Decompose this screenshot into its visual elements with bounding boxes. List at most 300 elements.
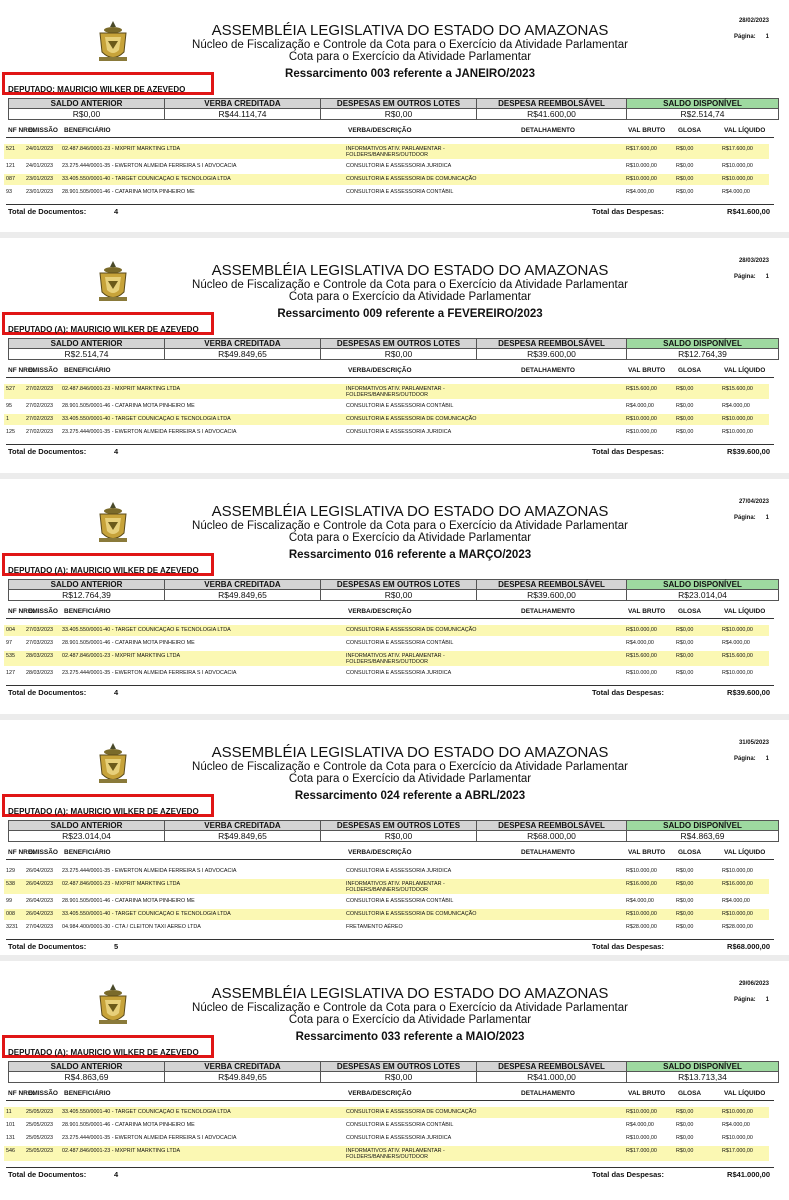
nf-number: 546 <box>6 1148 15 1154</box>
column-header-verba: VERBA/DESCRIÇÃO <box>348 367 412 374</box>
nf-number: 99 <box>6 898 12 904</box>
emission-date: 23/01/2023 <box>26 189 53 195</box>
net-value: R$16.000,00 <box>722 881 753 887</box>
emission-date: 26/04/2023 <box>26 911 53 917</box>
total-documents-value: 5 <box>114 942 119 951</box>
gross-value: R$10.000,00 <box>626 670 657 676</box>
summary-value: R$2.514,74 <box>9 349 165 360</box>
total-documents-label: Total de Documentos: <box>8 207 87 216</box>
table-row <box>4 866 769 877</box>
page-label: Página: <box>733 997 756 1003</box>
table-row <box>4 922 769 933</box>
page-number <box>734 274 769 280</box>
gross-value: R$16.000,00 <box>626 881 657 887</box>
emission-date: 28/03/2023 <box>26 670 53 676</box>
beneficiary: 28.901.505/0001-46 - CATARINA MOTA PINHEIRO ME <box>62 189 195 195</box>
summary-header: DESPESA REEMBOLSÁVEL <box>477 821 627 831</box>
deputado-name-highlight: DEPUTADO (A): MAURICIO WILKER DE AZEVEDO <box>2 1035 214 1058</box>
column-header-nf: NF NRO. <box>8 849 35 856</box>
verba-description: CONSULTORIA E ASSESSORIA DE COMUNICAÇÃO <box>346 911 477 917</box>
summary-header: DESPESAS EM OUTROS LOTES <box>321 99 477 109</box>
beneficiary: 28.901.505/0001-46 - CATARINA MOTA PINHEIRO ME <box>62 403 195 409</box>
report-totals <box>6 204 774 215</box>
emission-date: 25/05/2023 <box>26 1135 53 1141</box>
table-row <box>4 1120 769 1131</box>
emission-date: 27/04/2023 <box>26 924 53 930</box>
total-expenses-label: Total das Despesas: <box>592 688 664 697</box>
beneficiary: 04.984.400/0001-30 - CTA / CLEITON TAXI AEREO LTDA <box>62 924 201 930</box>
gross-value: R$4.000,00 <box>626 1122 654 1128</box>
emission-date: 27/02/2023 <box>26 429 53 435</box>
gross-value: R$10.000,00 <box>626 1135 657 1141</box>
column-header-glosa: GLOSA <box>678 1090 702 1097</box>
gross-value: R$10.000,00 <box>626 416 657 422</box>
gross-value: R$10.000,00 <box>626 1109 657 1115</box>
gross-value: R$28.000,00 <box>626 924 657 930</box>
verba-description: CONSULTORIA E ASSESSORIA DE COMUNICAÇÃO <box>346 627 477 633</box>
ressarcimento-title: Ressarcimento 024 referente a ABRL/2023 <box>294 790 526 802</box>
summary-table <box>8 98 779 120</box>
net-value: R$15.600,00 <box>722 386 753 392</box>
gross-value: R$17.000,00 <box>626 1148 657 1154</box>
gross-value: R$10.000,00 <box>626 429 657 435</box>
nf-number: 95 <box>6 403 12 409</box>
summary-header: VERBA CREDITADA <box>165 821 321 831</box>
summary-header: SALDO DISPONÍVEL <box>627 99 779 109</box>
summary-value: R$41.000,00 <box>477 1072 627 1083</box>
table-row <box>4 896 769 907</box>
summary-value: R$49.849,65 <box>165 1072 321 1083</box>
subtitle-line-1: Núcleo de Fiscalização e Controle da Cota para o Exercício da Atividade Parlamentar <box>192 39 628 51</box>
summary-value: R$12.764,39 <box>9 590 165 601</box>
net-value: R$10.000,00 <box>722 1135 753 1141</box>
emission-date: 27/02/2023 <box>26 403 53 409</box>
summary-header: DESPESAS EM OUTROS LOTES <box>321 339 477 349</box>
verba-description-line2: FOLDERS/BANNERS/OUTDOOR <box>346 152 429 158</box>
column-header-glosa: GLOSA <box>678 367 702 374</box>
table-row <box>4 909 769 920</box>
verba-description: CONSULTORIA E ASSESSORIA JURIDICA <box>346 429 452 435</box>
page-number <box>734 756 769 762</box>
verba-description: CONSULTORIA E ASSESSORIA CONTÁBIL <box>346 1122 454 1128</box>
summary-value: R$4.863,69 <box>627 831 779 842</box>
glosa-value: R$0,00 <box>676 1109 694 1115</box>
summary-header: DESPESA REEMBOLSÁVEL <box>477 339 627 349</box>
expense-report <box>0 0 789 232</box>
beneficiary: 02.487.846/0001-23 - MXPRIT MARKTING LTDA <box>62 653 181 659</box>
ale-am-crest-icon <box>96 983 130 1027</box>
report-date: 27/04/2023 <box>738 499 769 505</box>
column-header-verba: VERBA/DESCRIÇÃO <box>348 849 412 856</box>
subtitle-line-2: Cota para o Exercício da Atividade Parlamentar <box>288 773 532 785</box>
glosa-value: R$0,00 <box>676 881 694 887</box>
page-number <box>734 34 769 40</box>
summary-value: R$0,00 <box>321 590 477 601</box>
total-expenses-value: R$68.000,00 <box>727 942 770 951</box>
page-value: 1 <box>765 997 769 1003</box>
emission-date: 24/01/2023 <box>26 146 53 152</box>
table-row <box>4 638 769 649</box>
summary-header: SALDO ANTERIOR <box>9 1062 165 1072</box>
report-totals <box>6 685 774 696</box>
summary-header: VERBA CREDITADA <box>165 99 321 109</box>
column-header-verba: VERBA/DESCRIÇÃO <box>348 1090 412 1097</box>
verba-description: INFORMATIVOS ATIV. PARLAMENTAR - <box>346 146 445 152</box>
beneficiary: 02.487.846/0001-23 - MXPRIT MARKTING LTDA <box>62 386 181 392</box>
nf-number: 125 <box>6 429 15 435</box>
nf-number: 538 <box>6 881 15 887</box>
verba-description: CONSULTORIA E ASSESSORIA JURIDICA <box>346 163 452 169</box>
column-header-bruto: VAL BRUTO <box>628 1090 666 1097</box>
verba-description: CONSULTORIA E ASSESSORIA CONTÁBIL <box>346 640 454 646</box>
summary-value: R$0,00 <box>9 109 165 120</box>
report-header <box>150 22 670 80</box>
total-documents-label: Total de Documentos: <box>8 447 87 456</box>
column-header-liquido: VAL LÍQUIDO <box>724 367 766 374</box>
beneficiary: 23.275.444/0001-35 - EWERTON ALMEIDA FERREIRA S I ADVOCACIA <box>62 429 237 435</box>
beneficiary: 23.275.444/0001-35 - EWERTON ALMEIDA FERREIRA S I ADVOCACIA <box>62 1135 237 1141</box>
org-title: ASSEMBLÉIA LEGISLATIVA DO ESTADO DO AMAZONAS <box>211 503 609 520</box>
net-value: R$10.000,00 <box>722 1109 753 1115</box>
summary-value: R$4.863,69 <box>9 1072 165 1083</box>
summary-value: R$12.764,39 <box>627 349 779 360</box>
table-row <box>4 1107 769 1118</box>
beneficiary: 23.275.444/0001-35 - EWERTON ALMEIDA FERREIRA S I ADVOCACIA <box>62 868 237 874</box>
verba-description: CONSULTORIA E ASSESSORIA CONTÁBIL <box>346 403 454 409</box>
emission-date: 24/01/2023 <box>26 163 53 169</box>
column-header-beneficiario: BENEFICIÁRIO <box>64 367 111 374</box>
report-header <box>150 262 670 320</box>
report-header <box>150 985 670 1043</box>
summary-value: R$68.000,00 <box>477 831 627 842</box>
deputado-name-highlight: DEPUTADO (A): MAURICIO WILKER DE AZEVEDO <box>2 553 214 576</box>
glosa-value: R$0,00 <box>676 670 694 676</box>
glosa-value: R$0,00 <box>676 627 694 633</box>
net-value: R$10.000,00 <box>722 163 753 169</box>
table-row <box>4 1146 769 1161</box>
table-row <box>4 879 769 894</box>
column-header-bruto: VAL BRUTO <box>628 608 666 615</box>
column-header-nf: NF NRO. <box>8 1090 35 1097</box>
summary-header: SALDO ANTERIOR <box>9 99 165 109</box>
gross-value: R$17.600,00 <box>626 146 657 152</box>
summary-header: DESPESA REEMBOLSÁVEL <box>477 580 627 590</box>
ressarcimento-title: Ressarcimento 009 referente a FEVEREIRO/2023 <box>277 308 543 320</box>
page-label: Página: <box>733 515 756 521</box>
column-header-glosa: GLOSA <box>678 849 702 856</box>
summary-value: R$49.849,65 <box>165 349 321 360</box>
summary-header: SALDO ANTERIOR <box>9 580 165 590</box>
verba-description: CONSULTORIA E ASSESSORIA DE COMUNICAÇÃO <box>346 416 477 422</box>
net-value: R$28.000,00 <box>722 924 753 930</box>
report-header <box>150 503 670 561</box>
beneficiary: 28.901.505/0001-46 - CATARINA MOTA PINHEIRO ME <box>62 1122 195 1128</box>
expense-report <box>0 963 789 1195</box>
glosa-value: R$0,00 <box>676 163 694 169</box>
total-expenses-label: Total das Despesas: <box>592 1170 664 1179</box>
net-value: R$17.000,00 <box>722 1148 753 1154</box>
nf-number: 129 <box>6 868 15 874</box>
verba-description-line2: FOLDERS/BANNERS/OUTDOOR <box>346 887 429 893</box>
deputado-name-highlight: DEPUTADO: MAURICIO WILKER DE AZEVEDO <box>2 72 214 95</box>
summary-table <box>8 579 779 601</box>
summary-value: R$23.014,04 <box>9 831 165 842</box>
table-row <box>4 187 769 198</box>
subtitle-line-1: Núcleo de Fiscalização e Controle da Cota para o Exercício da Atividade Parlamentar <box>192 1002 628 1014</box>
page-number <box>734 515 769 521</box>
emission-date: 25/05/2023 <box>26 1148 53 1154</box>
nf-number: 131 <box>6 1135 15 1141</box>
column-header-emissao: EMISSÃO <box>28 849 58 856</box>
glosa-value: R$0,00 <box>676 640 694 646</box>
column-header-verba: VERBA/DESCRIÇÃO <box>348 127 412 134</box>
gross-value: R$10.000,00 <box>626 627 657 633</box>
page-value: 1 <box>765 274 769 280</box>
emission-date: 27/03/2023 <box>26 627 53 633</box>
verba-description: CONSULTORIA E ASSESSORIA JURIDICA <box>346 670 452 676</box>
net-value: R$15.600,00 <box>722 653 753 659</box>
gross-value: R$15.600,00 <box>626 653 657 659</box>
table-row <box>4 174 769 185</box>
table-row <box>4 668 769 679</box>
report-totals <box>6 939 774 950</box>
page-value: 1 <box>765 34 769 40</box>
column-header-detalhamento: DETALHAMENTO <box>521 1090 575 1097</box>
table-row <box>4 144 769 159</box>
total-documents-value: 4 <box>114 207 119 216</box>
column-headers <box>6 125 774 138</box>
column-header-detalhamento: DETALHAMENTO <box>521 367 575 374</box>
report-date: 31/05/2023 <box>738 740 769 746</box>
subtitle-line-1: Núcleo de Fiscalização e Controle da Cota para o Exercício da Atividade Parlamentar <box>192 761 628 773</box>
glosa-value: R$0,00 <box>676 416 694 422</box>
summary-value: R$39.600,00 <box>477 590 627 601</box>
column-headers <box>6 1088 774 1101</box>
deputado-name-highlight: DEPUTADO (A): MAURICIO WILKER DE AZEVEDO <box>2 312 214 335</box>
emission-date: 25/05/2023 <box>26 1122 53 1128</box>
emission-date: 27/03/2023 <box>26 640 53 646</box>
nf-number: 1 <box>6 416 9 422</box>
report-date: 29/06/2023 <box>738 981 769 987</box>
column-headers <box>6 365 774 378</box>
column-header-bruto: VAL BRUTO <box>628 127 666 134</box>
gross-value: R$4.000,00 <box>626 898 654 904</box>
verba-description: CONSULTORIA E ASSESSORIA CONTÁBIL <box>346 898 454 904</box>
page-label: Página: <box>733 756 756 762</box>
summary-header: DESPESAS EM OUTROS LOTES <box>321 1062 477 1072</box>
column-header-verba: VERBA/DESCRIÇÃO <box>348 608 412 615</box>
beneficiary: 02.487.846/0001-23 - MXPRIT MARKTING LTDA <box>62 146 181 152</box>
nf-number: 11 <box>6 1109 12 1115</box>
column-header-beneficiario: BENEFICIÁRIO <box>64 1090 111 1097</box>
glosa-value: R$0,00 <box>676 1122 694 1128</box>
beneficiary: 28.901.505/0001-46 - CATARINA MOTA PINHEIRO ME <box>62 898 195 904</box>
verba-description-line2: FOLDERS/BANNERS/OUTDOOR <box>346 659 429 665</box>
verba-description: INFORMATIVOS ATIV. PARLAMENTAR - <box>346 386 445 392</box>
summary-value: R$23.014,04 <box>627 590 779 601</box>
summary-value: R$39.600,00 <box>477 349 627 360</box>
total-expenses-value: R$39.600,00 <box>727 688 770 697</box>
column-header-liquido: VAL LÍQUIDO <box>724 849 766 856</box>
page-value: 1 <box>765 756 769 762</box>
glosa-value: R$0,00 <box>676 403 694 409</box>
column-header-glosa: GLOSA <box>678 608 702 615</box>
table-row <box>4 384 769 399</box>
summary-value: R$13.713,34 <box>627 1072 779 1083</box>
nf-number: 3231 <box>6 924 18 930</box>
nf-number: 087 <box>6 176 15 182</box>
emission-date: 27/02/2023 <box>26 386 53 392</box>
verba-description: INFORMATIVOS ATIV. PARLAMENTAR - <box>346 881 445 887</box>
nf-number: 521 <box>6 146 15 152</box>
page-separator <box>0 714 789 720</box>
summary-value: R$49.849,65 <box>165 590 321 601</box>
nf-number: 527 <box>6 386 15 392</box>
glosa-value: R$0,00 <box>676 911 694 917</box>
column-header-beneficiario: BENEFICIÁRIO <box>64 127 111 134</box>
column-header-liquido: VAL LÍQUIDO <box>724 1090 766 1097</box>
column-header-glosa: GLOSA <box>678 127 702 134</box>
nf-number: 535 <box>6 653 15 659</box>
net-value: R$10.000,00 <box>722 416 753 422</box>
beneficiary: 33.405.550/0001-40 - TARGET COUNICAÇAO E TECNOLOGIA LTDA <box>62 416 231 422</box>
report-totals <box>6 1167 774 1178</box>
emission-date: 26/04/2023 <box>26 881 53 887</box>
column-header-liquido: VAL LÍQUIDO <box>724 127 766 134</box>
column-header-bruto: VAL BRUTO <box>628 367 666 374</box>
total-documents-label: Total de Documentos: <box>8 1170 87 1179</box>
page-number <box>734 997 769 1003</box>
verba-description: INFORMATIVOS ATIV. PARLAMENTAR - <box>346 1148 445 1154</box>
total-expenses-value: R$39.600,00 <box>727 447 770 456</box>
report-date: 28/02/2023 <box>738 18 769 24</box>
beneficiary: 28.901.505/0001-46 - CATARINA MOTA PINHEIRO ME <box>62 640 195 646</box>
ale-am-crest-icon <box>96 20 130 64</box>
table-row <box>4 651 769 666</box>
ale-am-crest-icon <box>96 260 130 304</box>
table-row <box>4 427 769 438</box>
page-value: 1 <box>765 515 769 521</box>
column-header-emissao: EMISSÃO <box>28 367 58 374</box>
summary-value: R$0,00 <box>321 109 477 120</box>
beneficiary: 33.405.550/0001-40 - TARGET COUNICAÇAO E TECNOLOGIA LTDA <box>62 176 231 182</box>
column-headers <box>6 606 774 619</box>
gross-value: R$4.000,00 <box>626 640 654 646</box>
total-documents-value: 4 <box>114 1170 119 1179</box>
report-header <box>150 744 670 802</box>
summary-header: VERBA CREDITADA <box>165 1062 321 1072</box>
ressarcimento-title: Ressarcimento 033 referente a MAIO/2023 <box>295 1031 525 1043</box>
expense-report <box>0 722 789 954</box>
verba-description: CONSULTORIA E ASSESSORIA DE COMUNICAÇÃO <box>346 176 477 182</box>
beneficiary: 33.405.550/0001-40 - TARGET COUNICAÇAO E TECNOLOGIA LTDA <box>62 627 231 633</box>
net-value: R$10.000,00 <box>722 429 753 435</box>
emission-date: 26/04/2023 <box>26 868 53 874</box>
table-row <box>4 625 769 636</box>
ressarcimento-title: Ressarcimento 016 referente a MARÇO/2023 <box>288 549 532 561</box>
glosa-value: R$0,00 <box>676 1135 694 1141</box>
verba-description: CONSULTORIA E ASSESSORIA JURIDICA <box>346 1135 452 1141</box>
summary-value: R$49.849,65 <box>165 831 321 842</box>
column-header-nf: NF NRO. <box>8 608 35 615</box>
net-value: R$10.000,00 <box>722 176 753 182</box>
column-header-emissao: EMISSÃO <box>28 127 58 134</box>
summary-header: DESPESA REEMBOLSÁVEL <box>477 1062 627 1072</box>
gross-value: R$10.000,00 <box>626 868 657 874</box>
total-expenses-label: Total das Despesas: <box>592 447 664 456</box>
glosa-value: R$0,00 <box>676 653 694 659</box>
glosa-value: R$0,00 <box>676 386 694 392</box>
net-value: R$10.000,00 <box>722 670 753 676</box>
page-label: Página: <box>733 274 756 280</box>
gross-value: R$4.000,00 <box>626 403 654 409</box>
net-value: R$4.000,00 <box>722 898 750 904</box>
subtitle-line-2: Cota para o Exercício da Atividade Parlamentar <box>288 1014 532 1026</box>
column-header-detalhamento: DETALHAMENTO <box>521 608 575 615</box>
beneficiary: 33.405.550/0001-40 - TARGET COUNICAÇAO E TECNOLOGIA LTDA <box>62 911 231 917</box>
summary-value: R$44.114,74 <box>165 109 321 120</box>
table-row <box>4 161 769 172</box>
total-expenses-value: R$41.000,00 <box>727 1170 770 1179</box>
verba-description-line2: FOLDERS/BANNERS/OUTDOOR <box>346 392 429 398</box>
summary-header: DESPESAS EM OUTROS LOTES <box>321 821 477 831</box>
org-title: ASSEMBLÉIA LEGISLATIVA DO ESTADO DO AMAZONAS <box>211 744 609 761</box>
total-expenses-label: Total das Despesas: <box>592 207 664 216</box>
subtitle-line-2: Cota para o Exercício da Atividade Parlamentar <box>288 532 532 544</box>
ale-am-crest-icon <box>96 501 130 545</box>
summary-header: SALDO ANTERIOR <box>9 821 165 831</box>
column-header-liquido: VAL LÍQUIDO <box>724 608 766 615</box>
net-value: R$10.000,00 <box>722 868 753 874</box>
total-documents-label: Total de Documentos: <box>8 688 87 697</box>
glosa-value: R$0,00 <box>676 868 694 874</box>
gross-value: R$10.000,00 <box>626 911 657 917</box>
column-header-nf: NF NRO. <box>8 127 35 134</box>
subtitle-line-2: Cota para o Exercício da Atividade Parlamentar <box>288 51 532 63</box>
summary-value: R$0,00 <box>321 1072 477 1083</box>
nf-number: 101 <box>6 1122 15 1128</box>
page-separator <box>0 473 789 479</box>
glosa-value: R$0,00 <box>676 898 694 904</box>
column-header-detalhamento: DETALHAMENTO <box>521 127 575 134</box>
verba-description-line2: FOLDERS/BANNERS/OUTDOOR <box>346 1154 429 1160</box>
total-documents-value: 4 <box>114 447 119 456</box>
net-value: R$4.000,00 <box>722 1122 750 1128</box>
beneficiary: 02.487.846/0001-23 - MXPRIT MARKTING LTDA <box>62 1148 181 1154</box>
nf-number: 93 <box>6 189 12 195</box>
net-value: R$4.000,00 <box>722 640 750 646</box>
table-row <box>4 414 769 425</box>
summary-table <box>8 1061 779 1083</box>
glosa-value: R$0,00 <box>676 1148 694 1154</box>
summary-header: SALDO DISPONÍVEL <box>627 580 779 590</box>
verba-description: CONSULTORIA E ASSESSORIA DE COMUNICAÇÃO <box>346 1109 477 1115</box>
emission-date: 28/03/2023 <box>26 653 53 659</box>
summary-header: SALDO ANTERIOR <box>9 339 165 349</box>
ressarcimento-title: Ressarcimento 003 referente a JANEIRO/2023 <box>285 68 535 80</box>
nf-number: 97 <box>6 640 12 646</box>
page-separator <box>0 232 789 238</box>
gross-value: R$15.600,00 <box>626 386 657 392</box>
column-header-emissao: EMISSÃO <box>28 608 58 615</box>
emission-date: 26/04/2023 <box>26 898 53 904</box>
glosa-value: R$0,00 <box>676 189 694 195</box>
column-header-nf: NF NRO. <box>8 367 35 374</box>
column-header-emissao: EMISSÃO <box>28 1090 58 1097</box>
total-expenses-value: R$41.600,00 <box>727 207 770 216</box>
summary-value: R$0,00 <box>321 349 477 360</box>
subtitle-line-1: Núcleo de Fiscalização e Controle da Cota para o Exercício da Atividade Parlamentar <box>192 279 628 291</box>
